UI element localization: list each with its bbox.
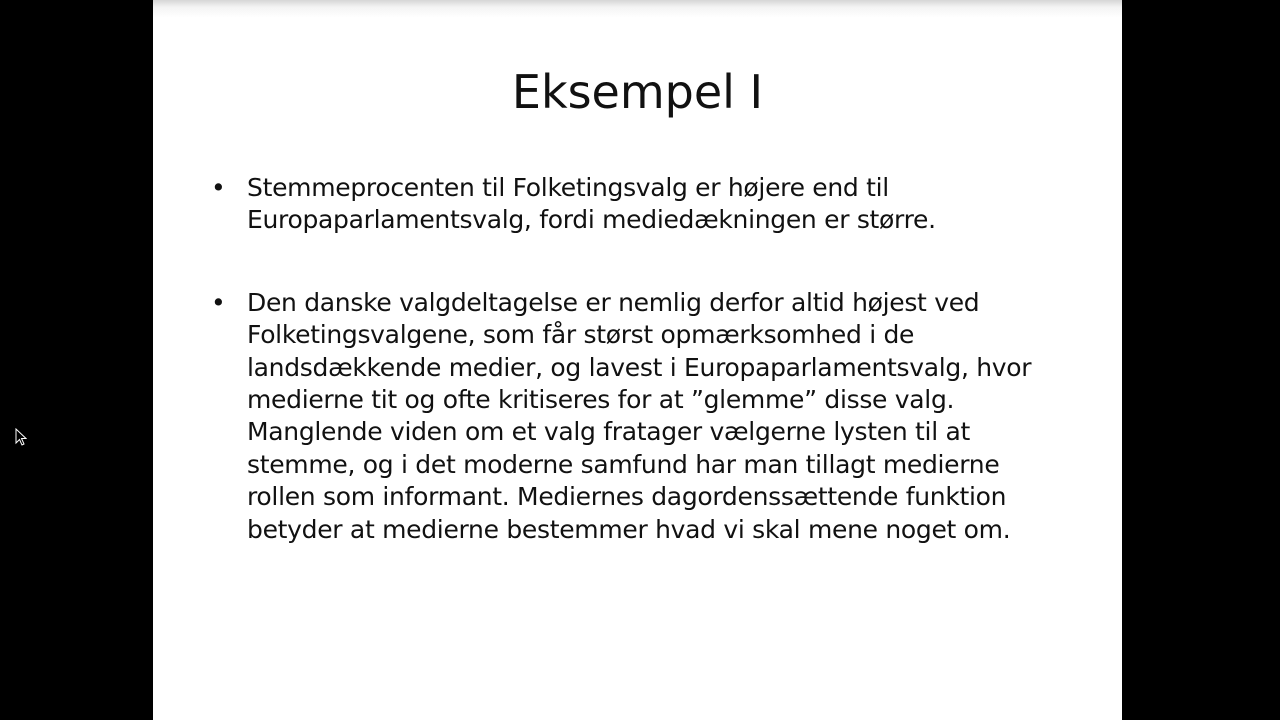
slide-title: Eksempel I <box>511 65 764 119</box>
bullet-item <box>207 287 1067 546</box>
mouse-pointer-icon <box>15 428 27 446</box>
bullet-text: Stemmeprocenten til Folketingsvalg er højere end til Europaparlamentsvalg, fordi mediedækningen er større. <box>247 173 936 235</box>
bullet-item <box>207 172 1067 237</box>
slide-top-edge <box>153 0 1122 18</box>
bullet-symbol: • <box>211 287 226 317</box>
bullet-text: Den danske valgdeltagelse er nemlig derfor altid højest ved Folketingsvalgene, som får størst opmærksomhed i de landsdækkende medier, og lavest i Europaparlamentsvalg, hvor medierne tit og ofte kritiseres for at ”glemme” disse valg. Manglende viden om et valg fratager vælgerne lysten til at stemme, og i det moderne samfund har man tillagt medierne rollen som informant. Mediernes dagordenssættende funktion betyder at medierne bestemmer hvad vi skal mene noget om. <box>247 287 1032 544</box>
presentation-slide <box>153 0 1122 720</box>
bullet-list <box>207 172 1067 546</box>
bullet-symbol: • <box>211 173 226 202</box>
